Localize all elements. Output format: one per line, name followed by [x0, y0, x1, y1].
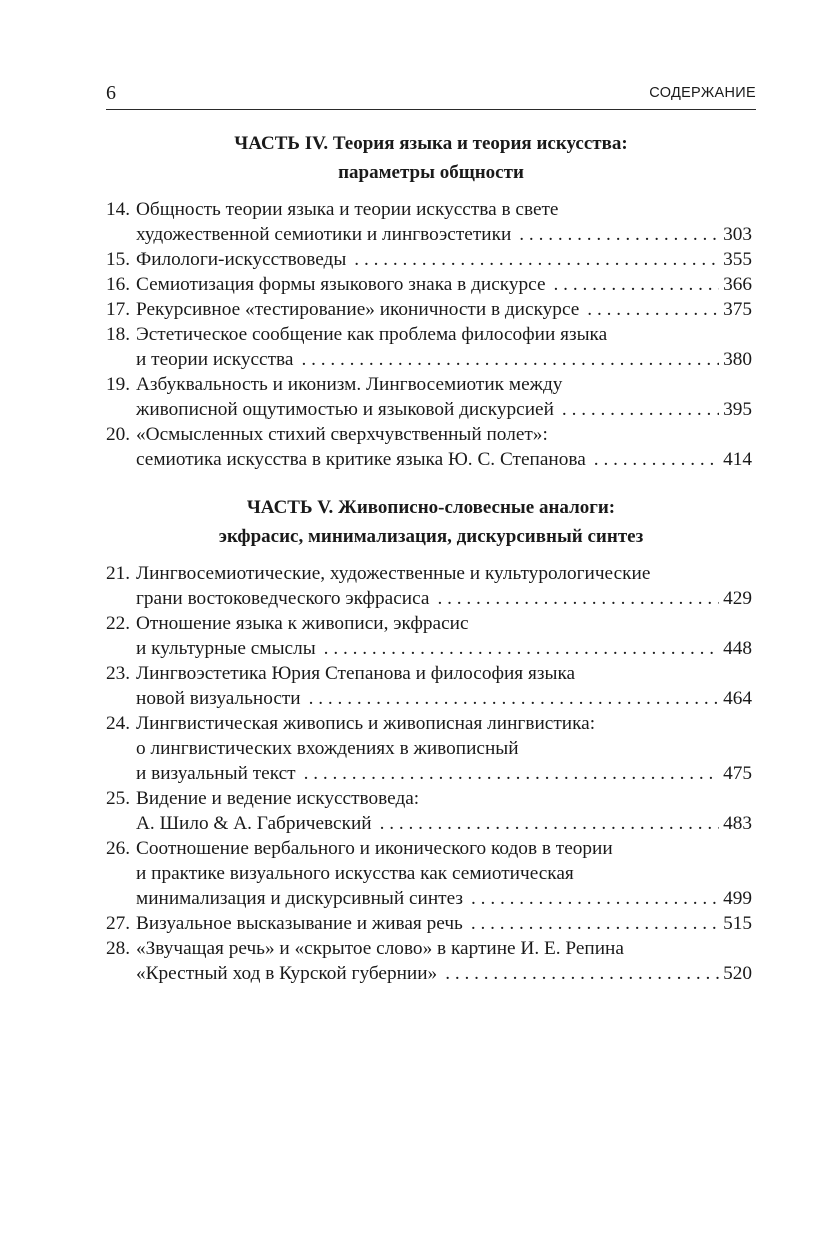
entry-title: Азбуквальность и иконизм. Лингвосемиотик между: [136, 374, 563, 395]
entry-title: Эстетическое сообщение как проблема философии языка: [136, 324, 608, 345]
toc-entry[interactable]: [106, 322, 752, 372]
part-title: [106, 129, 756, 187]
entry-page: 380: [723, 349, 752, 370]
dot-leader: [304, 761, 720, 786]
toc-entry[interactable]: [106, 661, 752, 711]
entry-number: 22.: [106, 613, 131, 634]
entry-number: 28.: [106, 938, 131, 959]
entry-page: 414: [723, 449, 752, 470]
entry-title: Филологи-искусствоведы: [136, 249, 347, 270]
entry-number: 26.: [106, 838, 131, 859]
entry-title: Лингвистическая живопись и живописная лингвистика:: [136, 713, 596, 734]
entry-title: А. Шило & А. Габричевский: [136, 813, 372, 834]
entry-title: и визуальный текст: [136, 763, 296, 784]
running-title: СОДЕРЖАНИЕ: [649, 85, 756, 101]
entry-title: Семиотизация формы языкового знака в дискурсе: [136, 274, 546, 295]
entry-title: новой визуальности: [136, 688, 301, 709]
page-header: [106, 82, 756, 110]
toc-entry[interactable]: [106, 911, 752, 936]
dot-leader: [437, 586, 719, 611]
dot-leader: [380, 811, 719, 836]
dot-leader: [301, 347, 719, 372]
entry-number: 23.: [106, 663, 131, 684]
entry-title: минимализация и дискурсивный синтез: [136, 888, 464, 909]
entry-title: живописной ощутимостью и языковой дискурсией: [136, 399, 554, 420]
toc-entry[interactable]: [106, 561, 752, 611]
entry-number: 21.: [106, 563, 131, 584]
dot-leader: [471, 886, 719, 911]
entry-title: Рекурсивное «тестирование» иконичности в дискурсе: [136, 299, 580, 320]
entry-page: 475: [723, 763, 752, 784]
entry-page: 395: [723, 399, 752, 420]
dot-leader: [587, 297, 719, 322]
entry-title: Видение и ведение искусствоведа:: [136, 788, 420, 809]
entry-number: 16.: [106, 274, 131, 295]
toc-entry[interactable]: [106, 247, 752, 272]
entry-number: 17.: [106, 299, 131, 320]
entry-title: «Звучащая речь» и «скрытое слово» в картине И. Е. Репина: [136, 938, 624, 959]
entry-number: 24.: [106, 713, 131, 734]
dot-leader: [554, 272, 720, 297]
dot-leader: [309, 686, 719, 711]
entry-title: «Крестный ход в Курской губернии»: [136, 963, 438, 984]
dot-leader: [354, 247, 719, 272]
entry-page: 520: [723, 963, 752, 984]
entry-page: 499: [723, 888, 752, 909]
page-number: 6: [106, 82, 116, 104]
toc-entry[interactable]: [106, 786, 752, 836]
entry-number: 19.: [106, 374, 131, 395]
toc-entry[interactable]: [106, 422, 752, 472]
entry-number: 25.: [106, 788, 131, 809]
part-title-line: ЧАСТЬ V. Живописно-словесные аналоги:: [246, 497, 616, 518]
part-title-line: ЧАСТЬ IV. Теория языка и теория искусства:: [234, 133, 628, 154]
toc-entry[interactable]: [106, 836, 752, 911]
dot-leader: [594, 447, 719, 472]
entry-title: Общность теории языка и теории искусства в свете: [136, 199, 559, 220]
part-title: [106, 493, 756, 551]
entry-number: 15.: [106, 249, 131, 270]
dot-leader: [471, 911, 719, 936]
dot-leader: [445, 961, 719, 986]
toc-entry[interactable]: [106, 611, 752, 661]
entry-number: 20.: [106, 424, 131, 445]
entry-page: 464: [723, 688, 752, 709]
part-title-line: экфрасис, минимализация, дискурсивный синтез: [218, 526, 644, 547]
dot-leader: [562, 397, 719, 422]
entry-title: и теории искусства: [136, 349, 294, 370]
entry-title: о лингвистических вхождениях в живописный: [136, 738, 519, 759]
entry-page: 429: [723, 588, 752, 609]
part-title-line: параметры общности: [338, 162, 524, 183]
entry-number: 18.: [106, 324, 131, 345]
entry-title: и культурные смыслы: [136, 638, 316, 659]
toc-entry[interactable]: [106, 197, 752, 247]
entry-number: 14.: [106, 199, 131, 220]
entry-page: 448: [723, 638, 752, 659]
entry-page: 515: [723, 913, 752, 934]
dot-leader: [324, 636, 719, 661]
entry-title: Визуальное высказывание и живая речь: [136, 913, 463, 934]
entry-title: Соотношение вербального и иконического кодов в теории: [136, 838, 613, 859]
entry-page: 303: [723, 224, 752, 245]
toc-list: [106, 561, 752, 986]
entry-page: 355: [723, 249, 752, 270]
entry-title: художественной семиотики и лингвоэстетики: [136, 224, 512, 245]
entry-number: 27.: [106, 913, 131, 934]
entry-title: Отношение языка к живописи, экфрасис: [136, 613, 469, 634]
toc-entry[interactable]: [106, 936, 752, 986]
toc-entry[interactable]: [106, 297, 752, 322]
toc-entry[interactable]: [106, 372, 752, 422]
toc-entry[interactable]: [106, 711, 752, 786]
toc-list: [106, 197, 752, 472]
entry-title: семиотика искусства в критике языка Ю. С. Степанова: [136, 449, 586, 470]
dot-leader: [519, 222, 719, 247]
toc-entry[interactable]: [106, 272, 752, 297]
entry-title: Лингвосемиотические, художественные и культурологические: [136, 563, 651, 584]
entry-title: и практике визуального искусства как семиотическая: [136, 863, 574, 884]
entry-title: «Осмысленных стихий сверхчувственный полет»:: [136, 424, 548, 445]
entry-page: 366: [723, 274, 752, 295]
entry-page: 483: [723, 813, 752, 834]
entry-page: 375: [723, 299, 752, 320]
entry-title: грани востоковедческого экфрасиса: [136, 588, 430, 609]
entry-title: Лингвоэстетика Юрия Степанова и философия языка: [136, 663, 576, 684]
